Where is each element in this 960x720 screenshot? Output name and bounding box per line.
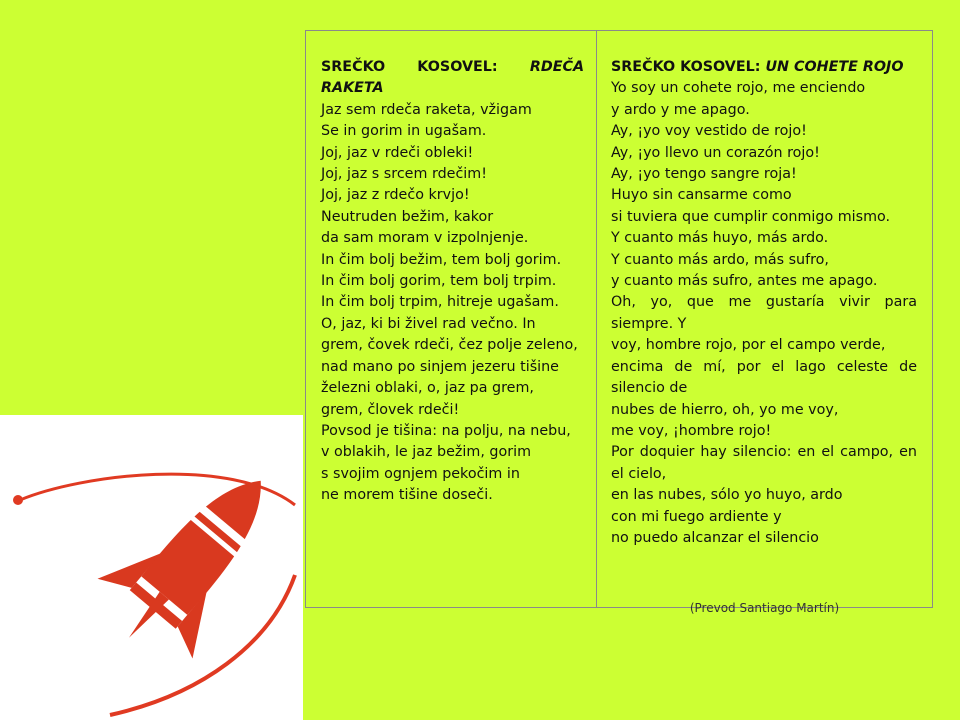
red-rocket-icon xyxy=(0,415,303,720)
spanish-poem-column xyxy=(597,31,932,615)
rocket-illustration-panel xyxy=(0,415,303,720)
poem-line: Por doquier hay silencio: en el campo, en el cielo, xyxy=(611,444,917,482)
poem-line: Ay, ¡yo tengo sangre roja! xyxy=(611,166,797,183)
poem-lines xyxy=(321,100,584,507)
poem-line: Joj, jaz v rdeči obleki! xyxy=(321,144,474,161)
author-name: SREČKO KOSOVEL: xyxy=(321,59,498,75)
poem-line: Povsod je tišina: na polju, na nebu, xyxy=(321,422,571,439)
poem-line: Yo soy un cohete rojo, me enciendo xyxy=(611,80,866,97)
poem-line: In čim bolj gorim, tem bolj trpim. xyxy=(321,273,557,290)
poem-line: Joj, jaz s srcem rdečim! xyxy=(321,166,487,183)
poem-line: en las nubes, sólo yo huyo, ardo xyxy=(611,487,843,504)
poem-line: O, jaz, ki bi živel rad večno. In xyxy=(321,315,536,332)
poem-line: da sam moram v izpolnjenje. xyxy=(321,230,529,247)
poem-line: y cuanto más sufro, antes me apago. xyxy=(611,273,878,290)
poem-line: nubes de hierro, oh, yo me voy, xyxy=(611,401,839,418)
poem-line: In čim bolj bežim, tem bolj gorim. xyxy=(321,251,562,268)
poem-line: Jaz sem rdeča raketa, vžigam xyxy=(321,101,532,118)
poem-line: Joj, jaz z rdečo krvjo! xyxy=(321,187,470,204)
poem-line: In čim bolj trpim, hitreje ugašam. xyxy=(321,294,559,311)
poem-line: grem, čovek rdeči, čez polje zeleno, xyxy=(321,337,578,354)
poem-line: ne morem tišine doseči. xyxy=(321,487,493,504)
poem-line: Y cuanto más ardo, más sufro, xyxy=(611,251,829,268)
poem-title-spanish xyxy=(611,57,917,78)
poem-title: UN COHETE ROJO xyxy=(765,59,904,75)
poem-line: con mi fuego ardiente y xyxy=(611,508,782,525)
poem-line: Oh, yo, que me gustaría vivir para siempre. Y xyxy=(611,294,917,332)
poem-table xyxy=(305,30,933,615)
poem-line: y ardo y me apago. xyxy=(611,101,750,118)
poem-title-slovene xyxy=(321,57,584,100)
poem-lines xyxy=(611,78,917,549)
poem-line: si tuviera que cumplir conmigo mismo. xyxy=(611,208,891,225)
poem-line: Neutruden bežim, kakor xyxy=(321,208,494,225)
poem-line: Huyo sin cansarme como xyxy=(611,187,792,204)
poem-line: v oblakih, le jaz bežim, gorim xyxy=(321,444,532,461)
poem-line: Ay, ¡yo llevo un corazón rojo! xyxy=(611,144,820,161)
poem-line: s svojim ognjem pekočim in xyxy=(321,465,520,482)
author-name: SREČKO KOSOVEL: xyxy=(611,59,761,75)
poem-line: voy, hombre rojo, por el campo verde, xyxy=(611,337,886,354)
translation-credit: (Prevod Santiago Martín) xyxy=(689,600,840,615)
poem-line: Ay, ¡yo voy vestido de rojo! xyxy=(611,123,807,140)
poem-title: RDEČA RAKETA xyxy=(321,59,585,97)
slovene-poem-column xyxy=(306,31,597,607)
poem-line: grem, človek rdeči! xyxy=(321,401,460,418)
poem-line: nad mano po sinjem jezeru tišine xyxy=(321,358,559,375)
poem-line: Se in gorim in ugašam. xyxy=(321,123,487,140)
poem-line: no puedo alcanzar el silencio xyxy=(611,529,819,546)
poem-line: Y cuanto más huyo, más ardo. xyxy=(611,230,829,247)
poem-line: encima de mí, por el lago celeste de silencio de xyxy=(611,358,917,397)
poem-line: železni oblaki, o, jaz pa grem, xyxy=(321,380,534,397)
poem-line: me voy, ¡hombre rojo! xyxy=(611,422,772,439)
